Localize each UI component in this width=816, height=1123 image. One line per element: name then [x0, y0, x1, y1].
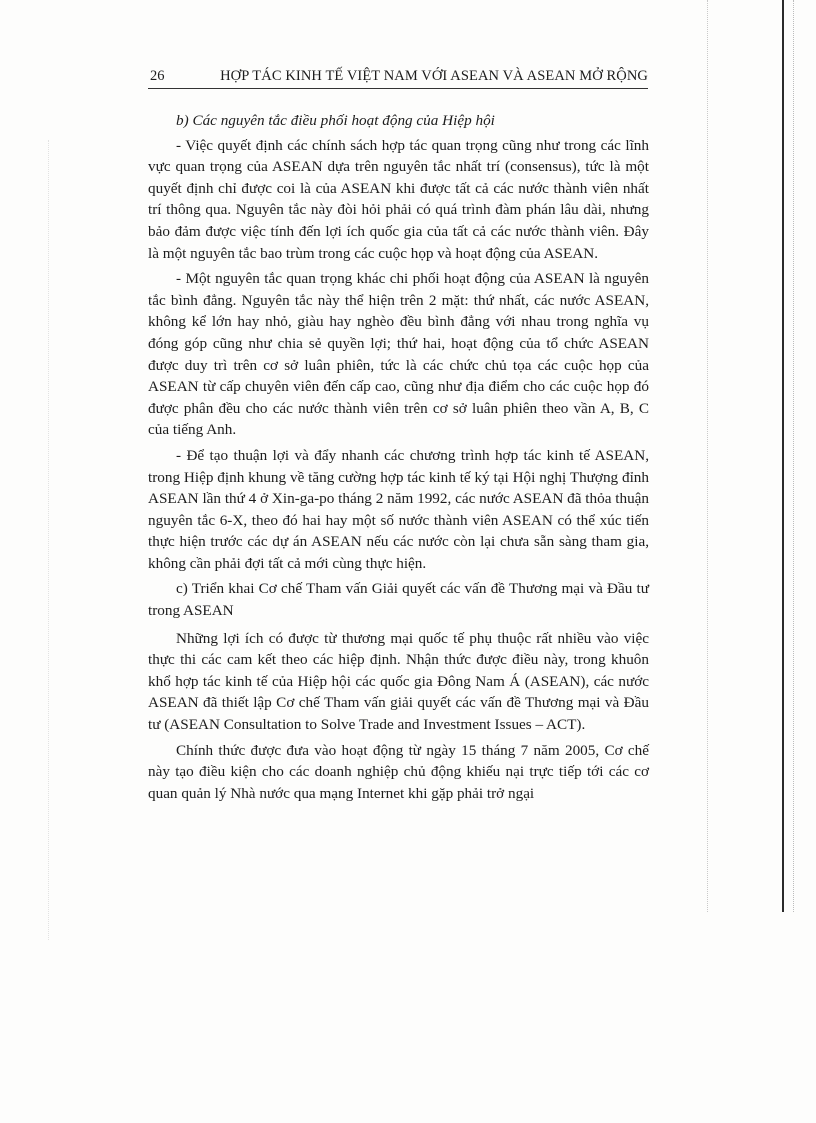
running-header — [148, 66, 648, 89]
scan-margin-mark — [48, 140, 49, 940]
scan-margin-mark — [707, 0, 708, 912]
paragraph-equality: - Một nguyên tắc quan trọng khác chi phối hoạt động của ASEAN là nguyên tắc bình đẳng. Nguyên tắc này thể hiện trên 2 mặt: thứ nhất, các nước ASEAN, không kể lớn hay nhỏ, giàu hay nghèo đều bình đẳng với nhau trong nghĩa vụ đóng góp cũng như chia sẻ quyền lợi; thứ hai, hoạt động của tổ chức ASEAN được duy trì trên cơ sở luân phiên, tức là các chức chủ tọa các cuộc họp của ASEAN từ cấp chuyên viên đến cấp cao, cũng như địa điểm cho các cuộc họp đó được phân đều cho các nước thành viên trên cơ sở luân phiên theo vần A, B, C của tiếng Anh. — [148, 270, 649, 439]
body-text — [148, 110, 649, 808]
running-title: HỢP TÁC KINH TẾ VIỆT NAM VỚI ASEAN VÀ ASEAN MỞ RỘNG — [220, 68, 648, 84]
paragraph-6x-principle: - Để tạo thuận lợi và đẩy nhanh các chương trình hợp tác kinh tế ASEAN, trong Hiệp định khung về tăng cường hợp tác kinh tế ký tại Hội nghị Thượng đỉnh ASEAN lần thứ 4 ở Xin-ga-po tháng 2 năm 1992, các nước ASEAN đã thỏa thuận nguyên tắc 6-X, theo đó hai hay một số nước thành viên ASEAN có thể xúc tiến thực hiện trước các dự án ASEAN nếu các nước còn lại chưa sẵn sàng tham gia, không cần phải đợi tất cả mới cùng thực hiện. — [148, 446, 649, 572]
paragraph-trade-benefits: Những lợi ích có được từ thương mại quốc tế phụ thuộc rất nhiều vào việc thực thi các cam kết theo các hiệp định. Nhận thức được điều này, trong khuôn khổ hợp tác kinh tế của Hiệp hội các quốc gia Đông Nam Á (ASEAN), các nước ASEAN đã thiết lập Cơ chế Tham vấn giải quyết các vấn đề Thương mại và Đầu tư (ASEAN Consultation to Solve Trade and Investment Issues – ACT). — [148, 629, 649, 734]
section-heading-b: b) Các nguyên tắc điều phối hoạt động của Hiệp hội — [176, 112, 495, 129]
section-heading-c: c) Triển khai Cơ chế Tham vấn Giải quyết các vấn đề Thương mại và Đầu tư trong ASEAN — [148, 580, 649, 620]
scan-margin-mark — [793, 0, 794, 912]
paragraph-act-mechanism: Chính thức được đưa vào hoạt động từ ngày 15 tháng 7 năm 2005, Cơ chế này tạo điều kiện cho các doanh nghiệp chủ động khiếu nại trực tiếp tới các cơ quan quản lý Nhà nước qua mạng Internet khi gặp phải trở ngại — [148, 741, 649, 802]
page-edge-line — [782, 0, 784, 912]
page-number: 26 — [150, 68, 165, 84]
paragraph-consensus: - Việc quyết định các chính sách hợp tác quan trọng cũng như trong các lĩnh vực quan trọng của ASEAN dựa trên nguyên tắc nhất trí (consensus), tức là một quyết định chỉ được coi là của ASEAN khi được tất cả các nước thành viên nhất trí thông qua. Nguyên tắc này đòi hỏi phải có quá trình đàm phán lâu dài, nhưng bảo đảm được việc tính đến lợi ích quốc gia của tất cả các nước thành viên. Đây là một nguyên tắc bao trùm trong các cuộc họp và hoạt động của ASEAN. — [148, 136, 649, 262]
